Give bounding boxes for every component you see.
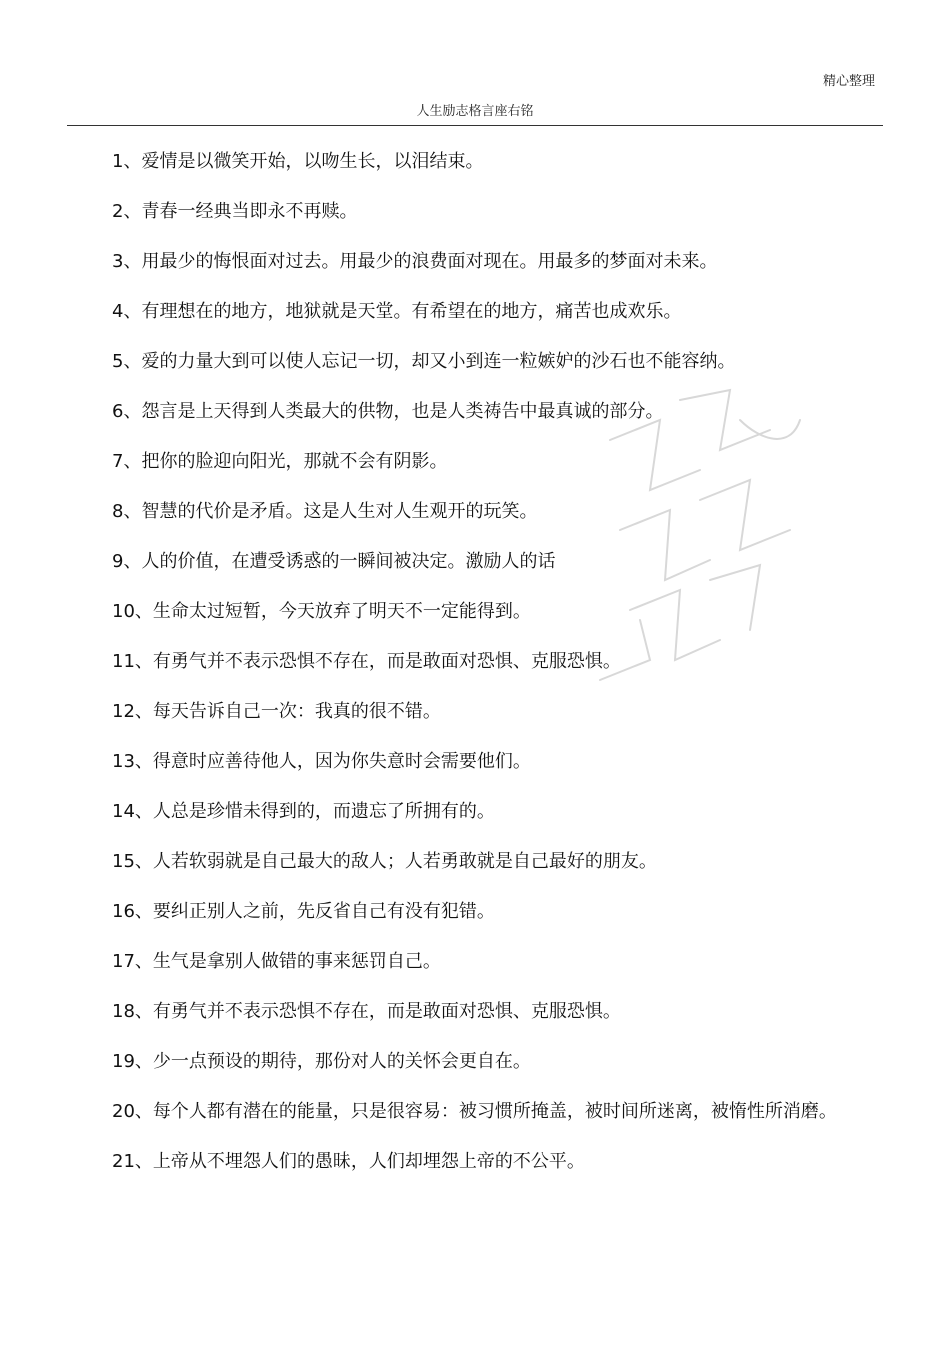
list-item: 13、得意时应善待他人，因为你失意时会需要他们。: [112, 751, 531, 772]
list-item: 1、爱情是以微笑开始，以吻生长，以泪结束。: [112, 151, 484, 172]
list-item: 17、生气是拿别人做错的事来惩罚自己。: [112, 951, 441, 972]
list-item: 3、用最少的悔恨面对过去。用最少的浪费面对现在。用最多的梦面对未来。: [112, 251, 718, 272]
header-divider: [67, 125, 883, 126]
list-item: 18、有勇气并不表示恐惧不存在，而是敢面对恐惧、克服恐惧。: [112, 1001, 621, 1022]
corner-note: 精心整理: [822, 74, 875, 89]
list-item: 6、怨言是上天得到人类最大的供物，也是人类祷告中最真诚的部分。: [112, 401, 664, 422]
list-item: 10、生命太过短暂，今天放弃了明天不一定能得到。: [112, 601, 531, 622]
list-item: 21、上帝从不埋怨人们的愚昧，人们却埋怨上帝的不公平。: [112, 1151, 585, 1172]
list-item: 4、有理想在的地方，地狱就是天堂。有希望在的地方，痛苦也成欢乐。: [112, 301, 682, 322]
motto-list: [67, 137, 837, 1187]
list-item: 14、人总是珍惜未得到的，而遗忘了所拥有的。: [112, 801, 495, 822]
document-title: 人生励志格言座右铭: [416, 104, 534, 119]
list-item: 9、人的价值，在遭受诱惑的一瞬间被决定。激励人的话: [112, 551, 556, 572]
list-item: 15、人若软弱就是自己最大的敌人；人若勇敢就是自己最好的朋友。: [112, 851, 657, 872]
list-item: 19、少一点预设的期待，那份对人的关怀会更自在。: [112, 1051, 531, 1072]
list-item: 20、每个人都有潜在的能量，只是很容易：被习惯所掩盖，被时间所迷离，被惰性所消磨。: [112, 1101, 837, 1122]
list-item: 7、把你的脸迎向阳光，那就不会有阴影。: [112, 451, 448, 472]
list-item: 5、爱的力量大到可以使人忘记一切，却又小到连一粒嫉妒的沙石也不能容纳。: [112, 351, 736, 372]
list-item: 2、青春一经典当即永不再赎。: [112, 201, 358, 222]
list-item: 11、有勇气并不表示恐惧不存在，而是敢面对恐惧、克服恐惧。: [112, 651, 621, 672]
list-item: 16、要纠正别人之前，先反省自己有没有犯错。: [112, 901, 495, 922]
list-item: 12、每天告诉自己一次：我真的很不错。: [112, 701, 441, 722]
list-item: 8、智慧的代价是矛盾。这是人生对人生观开的玩笑。: [112, 501, 538, 522]
